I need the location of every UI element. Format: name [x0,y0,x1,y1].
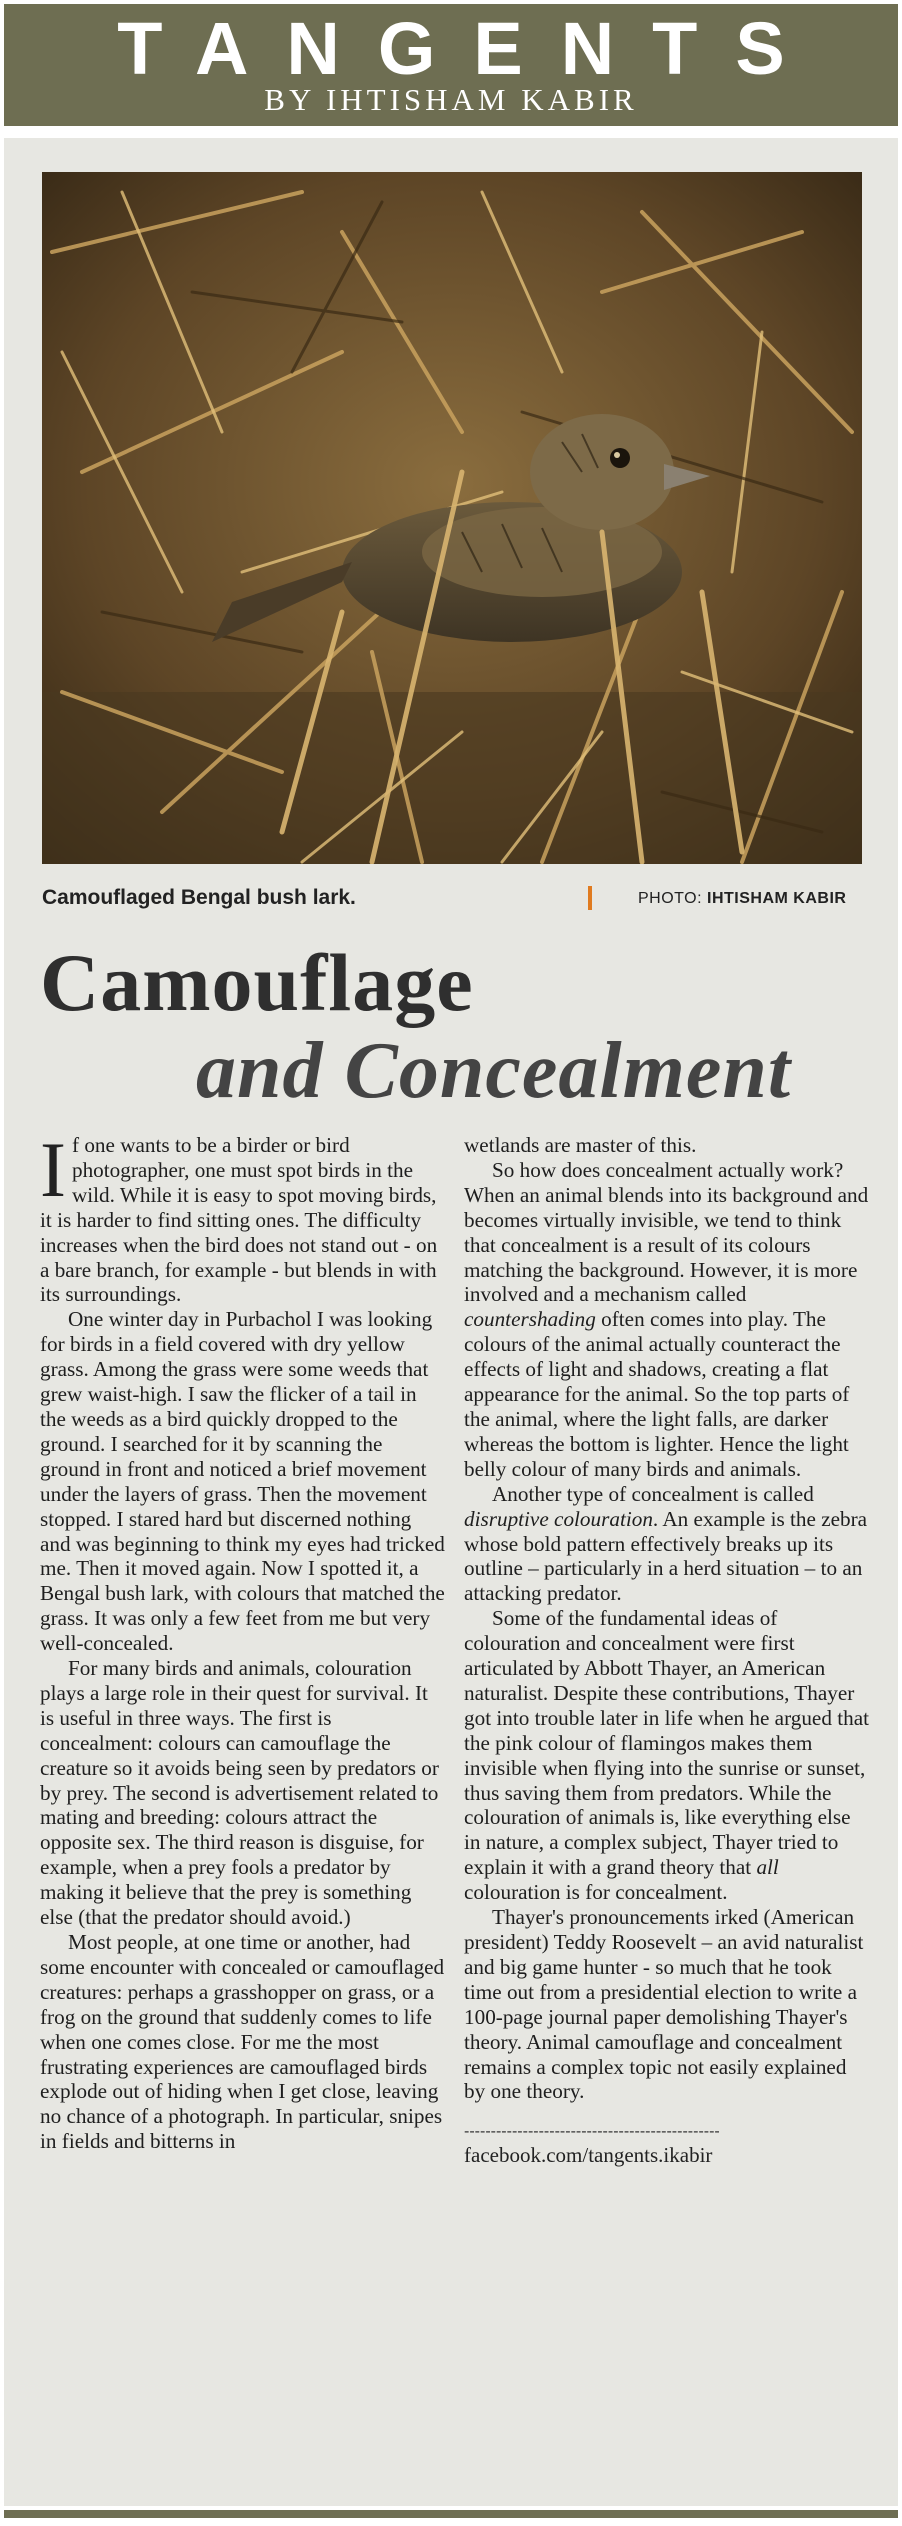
headline-line-2: and Concealment [196,1027,792,1115]
masthead [4,4,898,126]
paragraph-1: If one wants to be a birder or bird photographer, one must spot birds in the wild. While it is easy to spot moving birds, it is harder to find sitting ones. The difficulty increases when the bird does not stand out - on a bare branch, for example - but blends in with its surroundings. [40,1126,438,1307]
article-column-right [464,1133,870,2168]
photo-caption: Camouflaged Bengal bush lark. [42,886,356,909]
paragraph-2: One winter day in Purbachol I was looking for birds in a field covered with dry yellow grass. Among the grass were some weeds that grew waist-high. I saw the flicker of a tail in the weeds as a bird quickly dropped to the ground. I searched for it by scanning the ground in front and noticed a brief movement under the layers of grass. Then the movement stopped. I stared hard but discerned nothing and was beginning to think my eyes had tricked me. Then it moved again. Now I spotted it, a Bengal bush lark, with colours that matched the grass. It was only a few feet from me but very well-concealed. [40,1307,445,1656]
article-column-left [40,1126,446,2154]
footer-rule [4,2510,898,2518]
byline: BY IHTISHAM KABIR [264,82,638,117]
caption-separator [588,886,592,910]
paragraph-4: Most people, at one time or another, had some encounter with concealed or camouflaged creatures: perhaps a grasshopper on grass, or a frog on the ground that suddenly comes to life when one comes close. For me the most frustrating experiences are camouflaged birds explode out of hiding when I get close, leaving no chance of a photograph. In particular, snipes in fields and bitterns in [40,1930,445,2154]
credit-name: IHTISHAM KABIR [707,890,847,907]
drop-cap: I [40,1126,66,1213]
facebook-link[interactable]: facebook.com/tangents.ikabir [464,2143,713,2168]
photo-caption-row [42,884,862,914]
credit-label: PHOTO: [638,890,703,907]
bird-photo [42,172,862,864]
paragraph-7: Some of the fundamental ideas of colouration and concealment were first articulated by Abbott Thayer, an American naturalist. Despite these contributions, Thayer got into trouble later in life when he argued that the pink colour of flamingos makes them invisible when flying into the sunrise or sunset, thus saving them from predators. While the colouration of animals is, like everything else in nature, a complex subject, Thayer tried to explain it with a grand theory that all colouration is for concealment. [464,1606,869,1905]
column-title: TANGENTS [117,7,823,90]
paragraph-3: For many birds and animals, colouration plays a large role in their quest for survival. It is useful in three ways. The first is concealment: colours can camouflage the creature so it avoids being seen by predators or by prey. The second is advertisement related to mating and breeding: colours attract the opposite sex. The third reason is disguise, for example, when a prey fools a predator by making it believe that the prey is something else (that the predator should avoid.) [40,1656,439,1930]
footer-divider: ------------------------------------------------ [464,2123,720,2141]
paragraph-5: So how does concealment actually work? When an animal blends into its background and becomes virtually invisible, we tend to think that concealment is a result of its colours matching the background. However, it is more involved and a mechanism called countershading often comes into play. The colours of the animal actually counteract the effects of light and shadows, creating a flat appearance for the animal. So the top parts of the animal, where the light falls, are darker whereas the bottom is lighter. Hence the light belly colour of many birds and animals. [464,1157,869,1481]
paragraph-6: Another type of concealment is called disruptive colouration. An example is the zebra whose bold pattern effectively breaks up its outline – particularly in a herd situation – to an attacking predator. [464,1481,868,1606]
bush-lark-illustration [42,172,862,864]
headline-line-1: Camouflage [40,937,474,1028]
photo-credit [638,887,846,911]
paragraph-8: Thayer's pronouncements irked (American president) Teddy Roosevelt – an avid naturalist and big game hunter - so much that he took time out from a presidential election to write a 100-page journal paper demolishing Thayer's theory. Animal camouflage and concealment remains a complex topic not easily explained by one theory. [464,1905,864,2104]
paragraph-4-continued: wetlands are master of this. [464,1133,697,1157]
